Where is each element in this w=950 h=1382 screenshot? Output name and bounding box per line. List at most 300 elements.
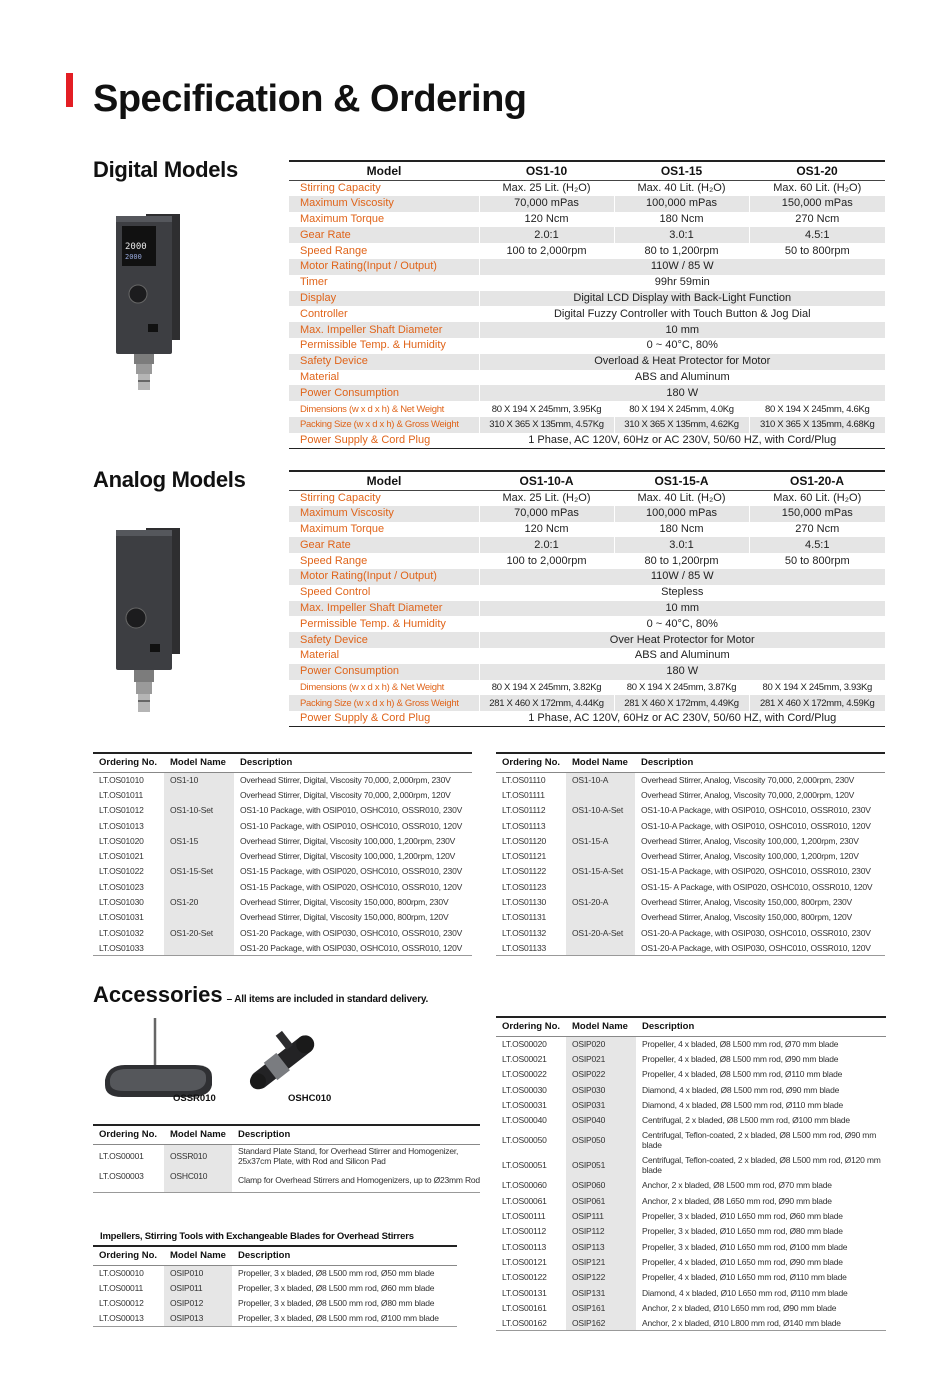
ordering-row (496, 1128, 886, 1153)
ordering-header-no: Ordering No. (496, 1017, 566, 1036)
ordering-row (496, 833, 885, 848)
model-name: OSIP040 (566, 1112, 636, 1127)
ordering-no: LT.OS00011 (99, 1282, 143, 1293)
spec-cell: ABS and Aluminum (479, 648, 885, 664)
ordering-no: LT.OS00162 (496, 1315, 566, 1330)
spec-cell: 120 Ncm (479, 212, 614, 228)
model-name (164, 818, 234, 833)
ordering-no: LT.OS00030 (502, 1084, 547, 1095)
spec-cell: Max. 40 Lit. (H₂O) (614, 180, 749, 196)
digital-display-reading-2: 2000 (125, 253, 142, 261)
ordering-header-no: Ordering No. (93, 1125, 164, 1144)
ordering-no: LT.OS01121 (502, 851, 546, 862)
ordering-row (496, 1178, 886, 1193)
spec-cell: 80 to 1,200rpm (614, 553, 749, 569)
ordering-row (496, 848, 885, 863)
ordering-row (496, 1082, 886, 1097)
model-name: OSIP011 (164, 1280, 232, 1295)
spec-label: Safety Device (289, 354, 479, 370)
model-name: OSIP051 (566, 1153, 636, 1178)
impellers-table-right (496, 1016, 886, 1331)
ordering-row (93, 1311, 457, 1326)
ordering-row (93, 1265, 457, 1280)
spec-label: Material (300, 649, 340, 662)
model-name: OS1-15-A (566, 833, 635, 848)
ordering-no: LT.OS00020 (502, 1038, 547, 1049)
ordering-header-description: Description (636, 1017, 886, 1036)
description: Centrifugal, 2 x bladed, Ø8 L500 mm rod, Ø100 mm blade (642, 1115, 850, 1126)
spec-label: Speed Control (300, 586, 371, 599)
accessories-title: Accessories (93, 982, 223, 1007)
model-name: OSIP020 (566, 1036, 636, 1051)
description: Propeller, 3 x bladed, Ø10 L650 mm rod, Ø100 mm blade (642, 1241, 848, 1252)
ordering-no: LT.OS00051 (502, 1160, 547, 1171)
model-name: OSIP012 (164, 1296, 232, 1311)
model-name (164, 940, 234, 955)
spec-label: Motor Rating(Input / Output) (289, 259, 479, 275)
spec-cell: 110W / 85 W (479, 259, 885, 275)
ordering-row (496, 879, 885, 894)
ordering-no: LT.OS01020 (99, 835, 144, 846)
spec-cell: 3.0:1 (614, 227, 749, 243)
model-name (566, 818, 635, 833)
description: OS1-15 Package, with OSIP020, OSHC010, OSSR010, 230V (240, 866, 463, 877)
ordering-no: LT.OS01033 (93, 940, 164, 955)
ordering-no: LT.OS00060 (502, 1180, 547, 1191)
spec-cell: Max. 60 Lit. (H₂O) (749, 180, 885, 196)
model-name: OS1-20-A (566, 894, 635, 909)
ordering-no: LT.OS01122 (502, 866, 546, 877)
ordering-header-no: Ordering No. (496, 753, 566, 772)
description: Propeller, 4 x bladed, Ø8 L500 mm rod, Ø110 mm blade (642, 1069, 843, 1080)
spec-cell: Stepless (479, 585, 885, 601)
model-name: OSIP162 (566, 1315, 636, 1330)
model-name: OSIP061 (566, 1193, 636, 1208)
ordering-row (496, 894, 885, 909)
ordering-row (93, 940, 472, 955)
ordering-no: LT.OS01030 (99, 897, 144, 908)
ordering-row (496, 772, 885, 787)
spec-cell: 10 mm (479, 601, 885, 617)
spec-cell: 180 W (479, 385, 885, 401)
digital-spec-table (289, 160, 885, 449)
spec-label: Max. Impeller Shaft Diameter (289, 601, 479, 617)
description: Anchor, 2 x bladed, Ø8 L500 mm rod, Ø70 mm blade (642, 1180, 832, 1191)
ordering-no: LT.OS00050 (502, 1135, 547, 1146)
ordering-row (93, 772, 472, 787)
spec-cell: 100,000 mPas (614, 196, 749, 212)
model-name: OS1-15 (164, 833, 234, 848)
model-name: OSIP113 (566, 1239, 636, 1254)
ordering-row (496, 1270, 886, 1285)
model-name: OS1-10-Set (164, 803, 234, 818)
ordering-row (496, 818, 885, 833)
accessories-section-title (93, 982, 428, 1008)
description: Overhead Stirrer, Analog, Viscosity 150,000, 800rpm, 120V (641, 912, 852, 923)
model-name: OS1-10 (164, 772, 234, 787)
ordering-no: LT.OS00001 (99, 1151, 144, 1162)
ordering-no: LT.OS01031 (99, 912, 144, 923)
model-name: OSIP050 (566, 1128, 636, 1153)
ordering-no: LT.OS01133 (496, 940, 566, 955)
spec-cell: 1 Phase, AC 120V, 60Hz or AC 230V, 50/60 HZ, with Cord/Plug (479, 433, 885, 449)
spec-cell: 100,000 mPas (614, 506, 749, 522)
analog-spec-table (289, 470, 885, 727)
ordering-no: LT.OS00022 (502, 1069, 547, 1080)
description: Propeller, 4 x bladed, Ø10 L650 mm rod, Ø110 mm blade (642, 1272, 847, 1283)
spec-label: Maximum Torque (300, 212, 385, 225)
spec-label: Power Supply & Cord Plug (289, 711, 479, 727)
ordering-header-model: Model Name (164, 1125, 232, 1144)
analog-section-title: Analog Models (93, 467, 246, 492)
ordering-row (496, 1224, 886, 1239)
ordering-no: LT.OS00131 (502, 1287, 547, 1298)
model-name (566, 848, 635, 863)
description: Standard Plate Stand, for Overhead Stirrer and Homogenizer, 25x37cm Plate, with Rod and Silicon Pad (238, 1146, 459, 1167)
ordering-no: LT.OS01023 (99, 881, 144, 892)
description: OS1-20 Package, with OSIP030, OSHC010, OSSR010, 230V (240, 927, 463, 938)
ordering-no: LT.OS00121 (502, 1256, 547, 1267)
description: Overhead Stirrer, Digital, Viscosity 100,000, 1,200rpm, 120V (240, 851, 456, 862)
ordering-row (496, 1285, 886, 1300)
ordering-row (496, 787, 885, 802)
spec-cell: 281 X 460 X 172mm, 4.59Kg (749, 695, 885, 711)
ordering-row (496, 1036, 886, 1051)
spec-cell: 99hr 59min (479, 275, 885, 291)
ordering-row (93, 803, 472, 818)
spec-cell: 180 Ncm (614, 212, 749, 228)
description: Propeller, 3 x bladed, Ø8 L500 mm rod, Ø60 mm blade (238, 1282, 435, 1293)
spec-cell: Max. 25 Lit. (H₂O) (479, 180, 614, 196)
model-name (566, 940, 635, 955)
plate-stand-label: OSSR010 (173, 1093, 216, 1104)
spec-label: Maximum Viscosity (289, 196, 479, 212)
model-name (164, 787, 234, 802)
ordering-no: LT.OS01123 (502, 881, 546, 892)
analog-stirrer-image (108, 518, 183, 723)
model-name: OSIP022 (566, 1067, 636, 1082)
model-name: OSIP013 (164, 1311, 232, 1326)
ordering-header-model: Model Name (566, 753, 635, 772)
ordering-header-no: Ordering No. (93, 753, 164, 772)
ordering-row (93, 1280, 457, 1295)
description: Propeller, 3 x bladed, Ø8 L500 mm rod, Ø50 mm blade (238, 1267, 435, 1278)
ordering-no: LT.OS00161 (502, 1302, 547, 1313)
spec-cell: 310 X 365 X 135mm, 4.62Kg (614, 417, 749, 433)
plate-stand-image (100, 1015, 230, 1105)
spec-header-model: Model (289, 471, 479, 490)
spec-label: Timer (300, 276, 328, 289)
ordering-row (93, 787, 472, 802)
spec-cell: 120 Ncm (479, 522, 614, 538)
model-name: OS1-10-A-Set (566, 803, 635, 818)
description: OS1-10 Package, with OSIP010, OSHC010, OSSR010, 120V (240, 820, 463, 831)
ordering-no: LT.OS01111 (502, 789, 545, 800)
ordering-no: LT.OS00012 (99, 1298, 144, 1309)
ordering-row (496, 1315, 886, 1330)
spec-cell: 80 X 194 X 245mm, 3.95Kg (479, 401, 614, 417)
spec-cell: 150,000 mPas (749, 506, 885, 522)
model-name: OSIP031 (566, 1097, 636, 1112)
model-name: OSSR010 (164, 1144, 232, 1168)
spec-cell: 70,000 mPas (479, 196, 614, 212)
model-name: OSIP131 (566, 1285, 636, 1300)
spec-label: Material (300, 370, 340, 383)
description: Propeller, 3 x bladed, Ø8 L500 mm rod, Ø100 mm blade (232, 1311, 457, 1326)
description: Propeller, 3 x bladed, Ø10 L650 mm rod, Ø60 mm blade (642, 1211, 843, 1222)
spec-cell: Overload & Heat Protector for Motor (479, 354, 885, 370)
model-name: OSIP060 (566, 1178, 636, 1193)
spec-label: Power Consumption (289, 664, 479, 680)
spec-header-os1-15: OS1-15 (614, 161, 749, 180)
spec-label: Gear Rate (289, 227, 479, 243)
digital-display-reading: 2000 (125, 242, 147, 252)
ordering-row (93, 1296, 457, 1311)
spec-cell: Over Heat Protector for Motor (479, 632, 885, 648)
ordering-no: LT.OS01120 (502, 835, 546, 846)
ordering-row (93, 864, 472, 879)
spec-header-os1-10-a: OS1-10-A (479, 471, 614, 490)
description: Overhead Stirrer, Digital, Viscosity 100,000, 1,200rpm, 230V (240, 835, 456, 846)
spec-label: Motor Rating(Input / Output) (289, 569, 479, 585)
model-name (164, 910, 234, 925)
description: OS1-15-A Package, with OSIP020, OSHC010, OSSR010, 230V (641, 866, 871, 877)
spec-cell: 180 W (479, 664, 885, 680)
ordering-no: LT.OS00021 (502, 1053, 547, 1064)
ordering-row (496, 940, 885, 955)
description: OS1-10-A Package, with OSIP010, OSHC010, OSSR010, 120V (641, 820, 871, 831)
ordering-no: LT.OS01112 (502, 805, 546, 816)
ordering-row (496, 1208, 886, 1223)
spec-label: Safety Device (289, 632, 479, 648)
spec-label: Maximum Torque (300, 522, 385, 535)
model-name: OSIP030 (566, 1082, 636, 1097)
ordering-no: LT.OS01131 (502, 912, 546, 923)
ordering-row (93, 879, 472, 894)
ordering-row (496, 1097, 886, 1112)
spec-cell: 281 X 460 X 172mm, 4.49Kg (614, 695, 749, 711)
spec-cell: 2.0:1 (479, 537, 614, 553)
clamp-label: OSHC010 (288, 1093, 332, 1104)
model-name: OSHC010 (164, 1168, 232, 1192)
description: Overhead Stirrer, Analog, Viscosity 70,000, 2,000rpm, 230V (641, 774, 855, 785)
ordering-no: LT.OS01032 (99, 927, 144, 938)
ordering-no: LT.OS00010 (99, 1267, 144, 1278)
model-name: OS1-15-A-Set (566, 864, 635, 879)
description: Propeller, 4 x bladed, Ø10 L650 mm rod, Ø90 mm blade (642, 1256, 843, 1267)
description: Overhead Stirrer, Analog, Viscosity 70,000, 2,000rpm, 120V (641, 789, 855, 800)
ordering-row (496, 1193, 886, 1208)
ordering-header-model: Model Name (566, 1017, 636, 1036)
description: OS1-10-A Package, with OSIP010, OSHC010, OSSR010, 230V (641, 805, 871, 816)
spec-cell: 310 X 365 X 135mm, 4.57Kg (479, 417, 614, 433)
ordering-row (93, 818, 472, 833)
spec-cell: 110W / 85 W (479, 569, 885, 585)
ordering-no: LT.OS01012 (99, 805, 144, 816)
ordering-row (93, 894, 472, 909)
description: Diamond, 4 x bladed, Ø8 L500 mm rod, Ø90 mm blade (642, 1084, 840, 1095)
ordering-row (496, 1112, 886, 1127)
model-name (566, 879, 635, 894)
description: Overhead Stirrer, Digital, Viscosity 150,000, 800rpm, 230V (240, 897, 449, 908)
spec-cell: 0 ~ 40°C, 80% (479, 616, 885, 632)
ordering-row (93, 833, 472, 848)
model-name (164, 879, 234, 894)
page-title: Specification & Ordering (93, 78, 527, 120)
description: Overhead Stirrer, Analog, Viscosity 150,000, 800rpm, 230V (641, 897, 852, 908)
description: OS1-15 Package, with OSIP020, OSHC010, OSSR010, 120V (240, 881, 463, 892)
ordering-no: LT.OS00113 (502, 1241, 546, 1252)
ordering-header-description: Description (232, 1246, 457, 1265)
description: Overhead Stirrer, Analog, Viscosity 100,000, 1,200rpm, 120V (641, 851, 859, 862)
model-name: OSIP112 (566, 1224, 636, 1239)
spec-header-os1-20-a: OS1-20-A (749, 471, 885, 490)
ordering-no: LT.OS01010 (99, 774, 144, 785)
ordering-no: LT.OS01021 (99, 851, 144, 862)
ordering-no: LT.OS00003 (93, 1168, 164, 1192)
spec-cell: 270 Ncm (749, 212, 885, 228)
spec-cell: 100 to 2,000rpm (479, 553, 614, 569)
ordering-header-description: Description (635, 753, 885, 772)
ordering-header-no: Ordering No. (93, 1246, 164, 1265)
spec-cell: 50 to 800rpm (749, 553, 885, 569)
spec-cell: Digital LCD Display with Back-Light Function (479, 291, 885, 307)
ordering-row (496, 864, 885, 879)
clamp-image (238, 1023, 328, 1103)
ordering-header-description: Description (232, 1125, 480, 1144)
description: Propeller, 4 x bladed, Ø8 L500 mm rod, Ø70 mm blade (642, 1038, 839, 1049)
ordering-no: LT.OS00061 (502, 1195, 547, 1206)
ordering-no: LT.OS01011 (99, 789, 143, 800)
spec-cell: 10 mm (479, 322, 885, 338)
model-name: OS1-20-Set (164, 925, 234, 940)
spec-label: Max. Impeller Shaft Diameter (289, 322, 479, 338)
spec-cell: 80 X 194 X 245mm, 4.0Kg (614, 401, 749, 417)
ordering-row (496, 1300, 886, 1315)
spec-cell: 270 Ncm (749, 522, 885, 538)
spec-cell: 80 X 194 X 245mm, 3.87Kg (614, 680, 749, 696)
spec-cell: Max. 40 Lit. (H₂O) (614, 490, 749, 506)
spec-label: Dimensions (w x d x h) & Net Weight (300, 403, 445, 415)
ordering-no: LT.OS01113 (502, 820, 546, 831)
ordering-no: LT.OS01130 (502, 897, 546, 908)
description: Anchor, 2 x bladed, Ø8 L650 mm rod, Ø90 mm blade (642, 1195, 832, 1206)
model-name: OSIP010 (164, 1265, 232, 1280)
ordering-row (496, 1254, 886, 1269)
spec-header-os1-15-a: OS1-15-A (614, 471, 749, 490)
spec-cell: 3.0:1 (614, 537, 749, 553)
ordering-row (93, 910, 472, 925)
model-name: OS1-20-A-Set (566, 925, 635, 940)
description: OS1-20-A Package, with OSIP030, OSHC010, OSSR010, 120V (635, 940, 885, 955)
spec-label: Power Consumption (289, 385, 479, 401)
spec-cell: 4.5:1 (749, 537, 885, 553)
description: Overhead Stirrer, Digital, Viscosity 150,000, 800rpm, 120V (240, 912, 449, 923)
spec-label: Packing Size (w x d x h) & Gross Weight (289, 417, 479, 433)
ordering-no: LT.OS01110 (502, 774, 546, 785)
spec-cell: 4.5:1 (749, 227, 885, 243)
model-name: OSIP122 (566, 1270, 636, 1285)
model-name: OS1-15-Set (164, 864, 234, 879)
description: Anchor, 2 x bladed, Ø10 L800 mm rod, Ø140 mm blade (636, 1315, 886, 1330)
description: Clamp for Overhead Stirrers and Homogenizers, up to Ø23mm Rod (232, 1168, 480, 1192)
spec-cell: 0 ~ 40°C, 80% (479, 338, 885, 354)
ordering-no: LT.OS01013 (99, 820, 144, 831)
ordering-no: LT.OS01132 (502, 927, 546, 938)
ordering-no: LT.OS00111 (502, 1211, 546, 1222)
description: Centrifugal, Teflon-coated, 2 x bladed, Ø8 L500 mm rod, Ø90 mm blade (642, 1130, 877, 1151)
ordering-no: LT.OS00031 (502, 1099, 547, 1110)
spec-cell: 80 X 194 X 245mm, 4.6Kg (749, 401, 885, 417)
spec-cell: 70,000 mPas (479, 506, 614, 522)
impellers-table-left (93, 1245, 457, 1327)
ordering-row (496, 1153, 886, 1178)
spec-label: Stirring Capacity (300, 491, 381, 504)
model-name (164, 848, 234, 863)
spec-label: Speed Range (300, 244, 368, 257)
ordering-row (496, 925, 885, 940)
spec-cell: ABS and Aluminum (479, 370, 885, 386)
spec-cell: 180 Ncm (614, 522, 749, 538)
description: Propeller, 3 x bladed, Ø10 L650 mm rod, Ø80 mm blade (642, 1226, 843, 1237)
description: Anchor, 2 x bladed, Ø10 L650 mm rod, Ø90 mm blade (642, 1302, 837, 1313)
ordering-row (496, 1239, 886, 1254)
ordering-row (93, 925, 472, 940)
model-name: OS1-10-A (566, 772, 635, 787)
spec-header-model: Model (289, 161, 479, 180)
ordering-no: LT.OS01022 (99, 866, 144, 877)
ordering-header-model: Model Name (164, 753, 234, 772)
ordering-header-model: Model Name (164, 1246, 232, 1265)
spec-label: Packing Size (w x d x h) & Gross Weight (289, 695, 479, 711)
spec-cell: 1 Phase, AC 120V, 60Hz or AC 230V, 50/60 HZ, with Cord/Plug (479, 711, 885, 727)
model-name: OSIP021 (566, 1051, 636, 1066)
description: Overhead Stirrer, Analog, Viscosity 100,000, 1,200rpm, 230V (641, 835, 859, 846)
ordering-row (496, 1067, 886, 1082)
spec-cell: 80 X 194 X 245mm, 3.93Kg (749, 680, 885, 696)
ordering-table-digital (93, 752, 472, 956)
description: Overhead Stirrer, Digital, Viscosity 70,000, 2,000rpm, 230V (240, 774, 451, 785)
spec-cell: 80 to 1,200rpm (614, 243, 749, 259)
ordering-table-analog (496, 752, 885, 956)
spec-cell: 100 to 2,000rpm (479, 243, 614, 259)
model-name: OSIP161 (566, 1300, 636, 1315)
spec-cell: 150,000 mPas (749, 196, 885, 212)
spec-cell: Max. 60 Lit. (H₂O) (749, 490, 885, 506)
accessories-table (93, 1124, 480, 1193)
spec-label: Power Supply & Cord Plug (289, 433, 479, 449)
description: OS1-20-A Package, with OSIP030, OSHC010, OSSR010, 230V (641, 927, 871, 938)
model-name (566, 787, 635, 802)
spec-label: Maximum Viscosity (289, 506, 479, 522)
spec-cell: 310 X 365 X 135mm, 4.68Kg (749, 417, 885, 433)
spec-header-os1-10: OS1-10 (479, 161, 614, 180)
digital-stirrer-image (108, 200, 183, 400)
spec-cell: Max. 25 Lit. (H₂O) (479, 490, 614, 506)
ordering-no: LT.OS00013 (93, 1311, 164, 1326)
description: Overhead Stirrer, Digital, Viscosity 70,000, 2,000rpm, 120V (240, 789, 451, 800)
model-name (566, 910, 635, 925)
accessories-note: – All items are included in standard delivery. (226, 994, 429, 1005)
spec-cell: Digital Fuzzy Controller with Touch Button & Jog Dial (479, 306, 885, 322)
spec-label: Speed Range (300, 554, 368, 567)
ordering-no: LT.OS00040 (502, 1115, 547, 1126)
spec-label: Stirring Capacity (300, 181, 381, 194)
ordering-row (496, 1051, 886, 1066)
description: OS1-15- A Package, with OSIP020, OSHC010, OSSR010, 120V (641, 881, 873, 892)
spec-cell: 2.0:1 (479, 227, 614, 243)
spec-label: Permissible Temp. & Humidity (300, 339, 446, 352)
